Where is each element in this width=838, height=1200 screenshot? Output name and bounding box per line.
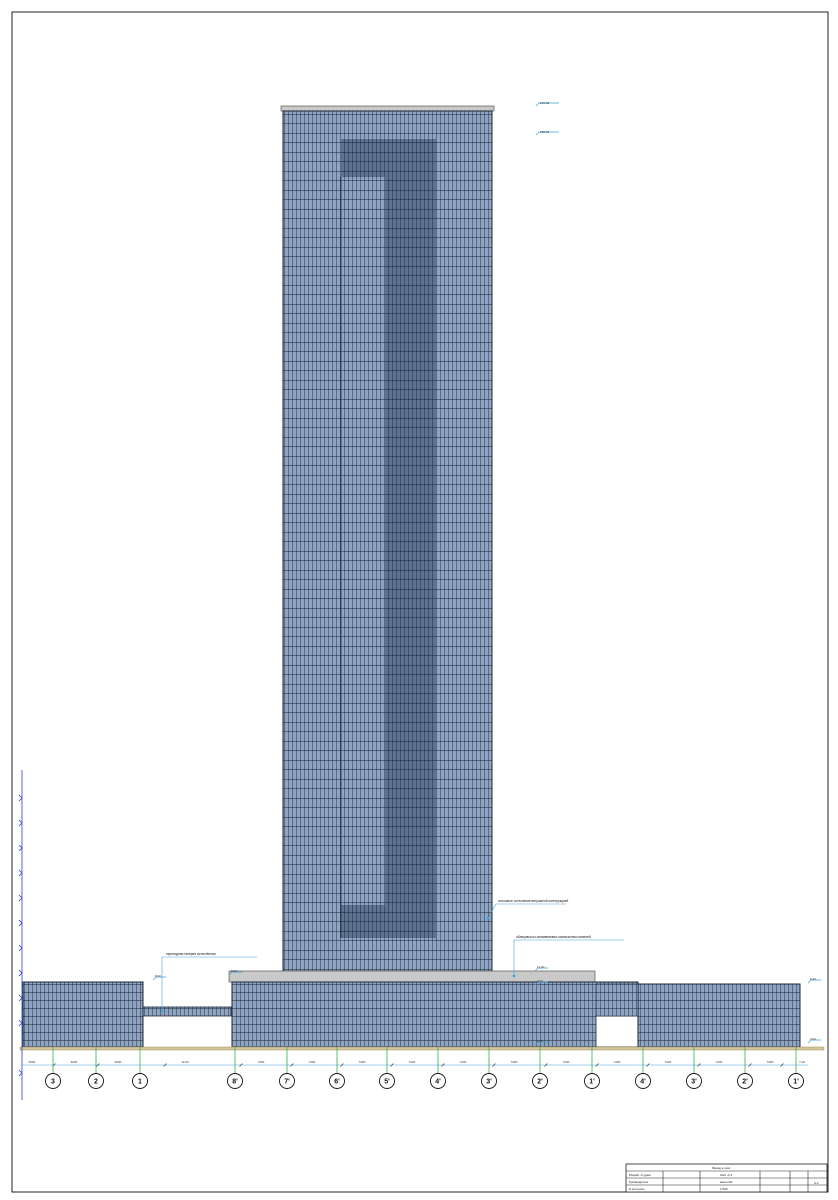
axis-label: 4' <box>640 1078 646 1086</box>
axis-label: 5' <box>384 1078 390 1086</box>
tower-dark-crown <box>341 139 436 177</box>
axis-label: 1' <box>793 1078 799 1086</box>
elevation-mark-mid <box>535 965 548 971</box>
tower-dark-base <box>341 905 436 938</box>
elevation-mark-right-top <box>808 977 821 983</box>
svg-text:8,40: 8,40 <box>810 977 816 981</box>
elevation-mark-left <box>153 974 166 980</box>
elevation-mark-roof <box>536 130 559 135</box>
svg-text:8,00: 8,00 <box>155 974 161 978</box>
axis-label: 3' <box>691 1078 697 1086</box>
svg-text:облицовка из алюминиевых компо: облицовка из алюминиевых композитных панелей <box>516 935 591 939</box>
dimension-label: 7200 <box>613 1060 621 1064</box>
title-block-row3-left: Н.контроль <box>629 1187 645 1191</box>
title-block-row3-mid: 1:500 <box>720 1187 728 1191</box>
title-block-row1-right: А-1 <box>814 1181 819 1185</box>
dimension-label: 7200 <box>562 1060 570 1064</box>
svg-text:11,00: 11,00 <box>537 965 545 969</box>
axis-label: 1' <box>589 1078 595 1086</box>
svg-text:8,00: 8,00 <box>231 969 237 973</box>
dimension-labels <box>29 1060 806 1067</box>
dimension-label: 7200 <box>358 1060 366 1064</box>
ground-strip <box>20 1047 824 1050</box>
tower <box>281 106 494 972</box>
dimension-label: 7,20 <box>799 1060 805 1064</box>
title-block-row1-left: Разраб. студент <box>629 1173 652 1177</box>
svg-text:9,00: 9,00 <box>537 979 543 983</box>
elevation-mark-right-bottom <box>808 1037 821 1043</box>
tower-roof-cap <box>281 106 494 111</box>
dimension-label: 12,00 <box>181 1060 189 1064</box>
axis-label: 2 <box>94 1078 98 1086</box>
axis-label: 4' <box>435 1078 441 1086</box>
callout-glazing <box>487 899 569 919</box>
grid-axes <box>46 1047 804 1089</box>
dimension-label: 7200 <box>308 1060 316 1064</box>
svg-text:158,00: 158,00 <box>540 130 550 134</box>
axis-label: 7' <box>284 1078 290 1086</box>
tower-dark-strip <box>385 177 436 938</box>
dimension-label: 6000 <box>114 1060 122 1064</box>
svg-text:сплошное остекление витражной: сплошное остекление витражной конструкцией <box>498 899 569 903</box>
axis-label: 3 <box>51 1078 55 1086</box>
svg-text:0,00: 0,00 <box>537 1039 543 1043</box>
dimension-label: 7200 <box>510 1060 518 1064</box>
title-block-row2-mid: масштаб <box>720 1180 733 1184</box>
title-block-row2-left: Руководитель <box>629 1180 649 1184</box>
dimension-label: 7200 <box>408 1060 416 1064</box>
title-block-row1-mid: Лист А-3 <box>720 1173 733 1177</box>
dimension-label: 7200 <box>664 1060 672 1064</box>
dimension-label: 7200 <box>459 1060 467 1064</box>
dimension-label: 7200 <box>715 1060 723 1064</box>
dimension-label: 7200 <box>766 1060 774 1064</box>
axis-label: 2' <box>742 1078 748 1086</box>
dimension-label: 7200 <box>257 1060 265 1064</box>
right-block-facade <box>638 984 800 1047</box>
title-block <box>626 1164 827 1192</box>
dimension-label: 6000 <box>70 1060 78 1064</box>
svg-text:160,00: 160,00 <box>540 101 550 105</box>
elevation-mark-top <box>536 101 559 106</box>
svg-text:0,00: 0,00 <box>810 1037 816 1041</box>
axis-label: 1 <box>138 1078 142 1086</box>
axis-label: 8' <box>232 1078 238 1086</box>
left-block-facade <box>23 982 143 1047</box>
svg-text:переходная галерея остеклённая: переходная галерея остеклённая <box>166 952 216 956</box>
axis-label: 3' <box>486 1078 492 1086</box>
podium-passage-opening <box>596 1016 638 1047</box>
gallery-bridge <box>143 1007 231 1016</box>
title-block-header: Фасад в осях <box>712 1166 731 1170</box>
dimension-label: 6000 <box>28 1060 36 1064</box>
axis-label: 2' <box>537 1078 543 1086</box>
central-podium-facade <box>232 982 638 1047</box>
section-level-line <box>19 770 22 1100</box>
right-block-link <box>596 984 638 1016</box>
axis-label: 6' <box>334 1078 340 1086</box>
